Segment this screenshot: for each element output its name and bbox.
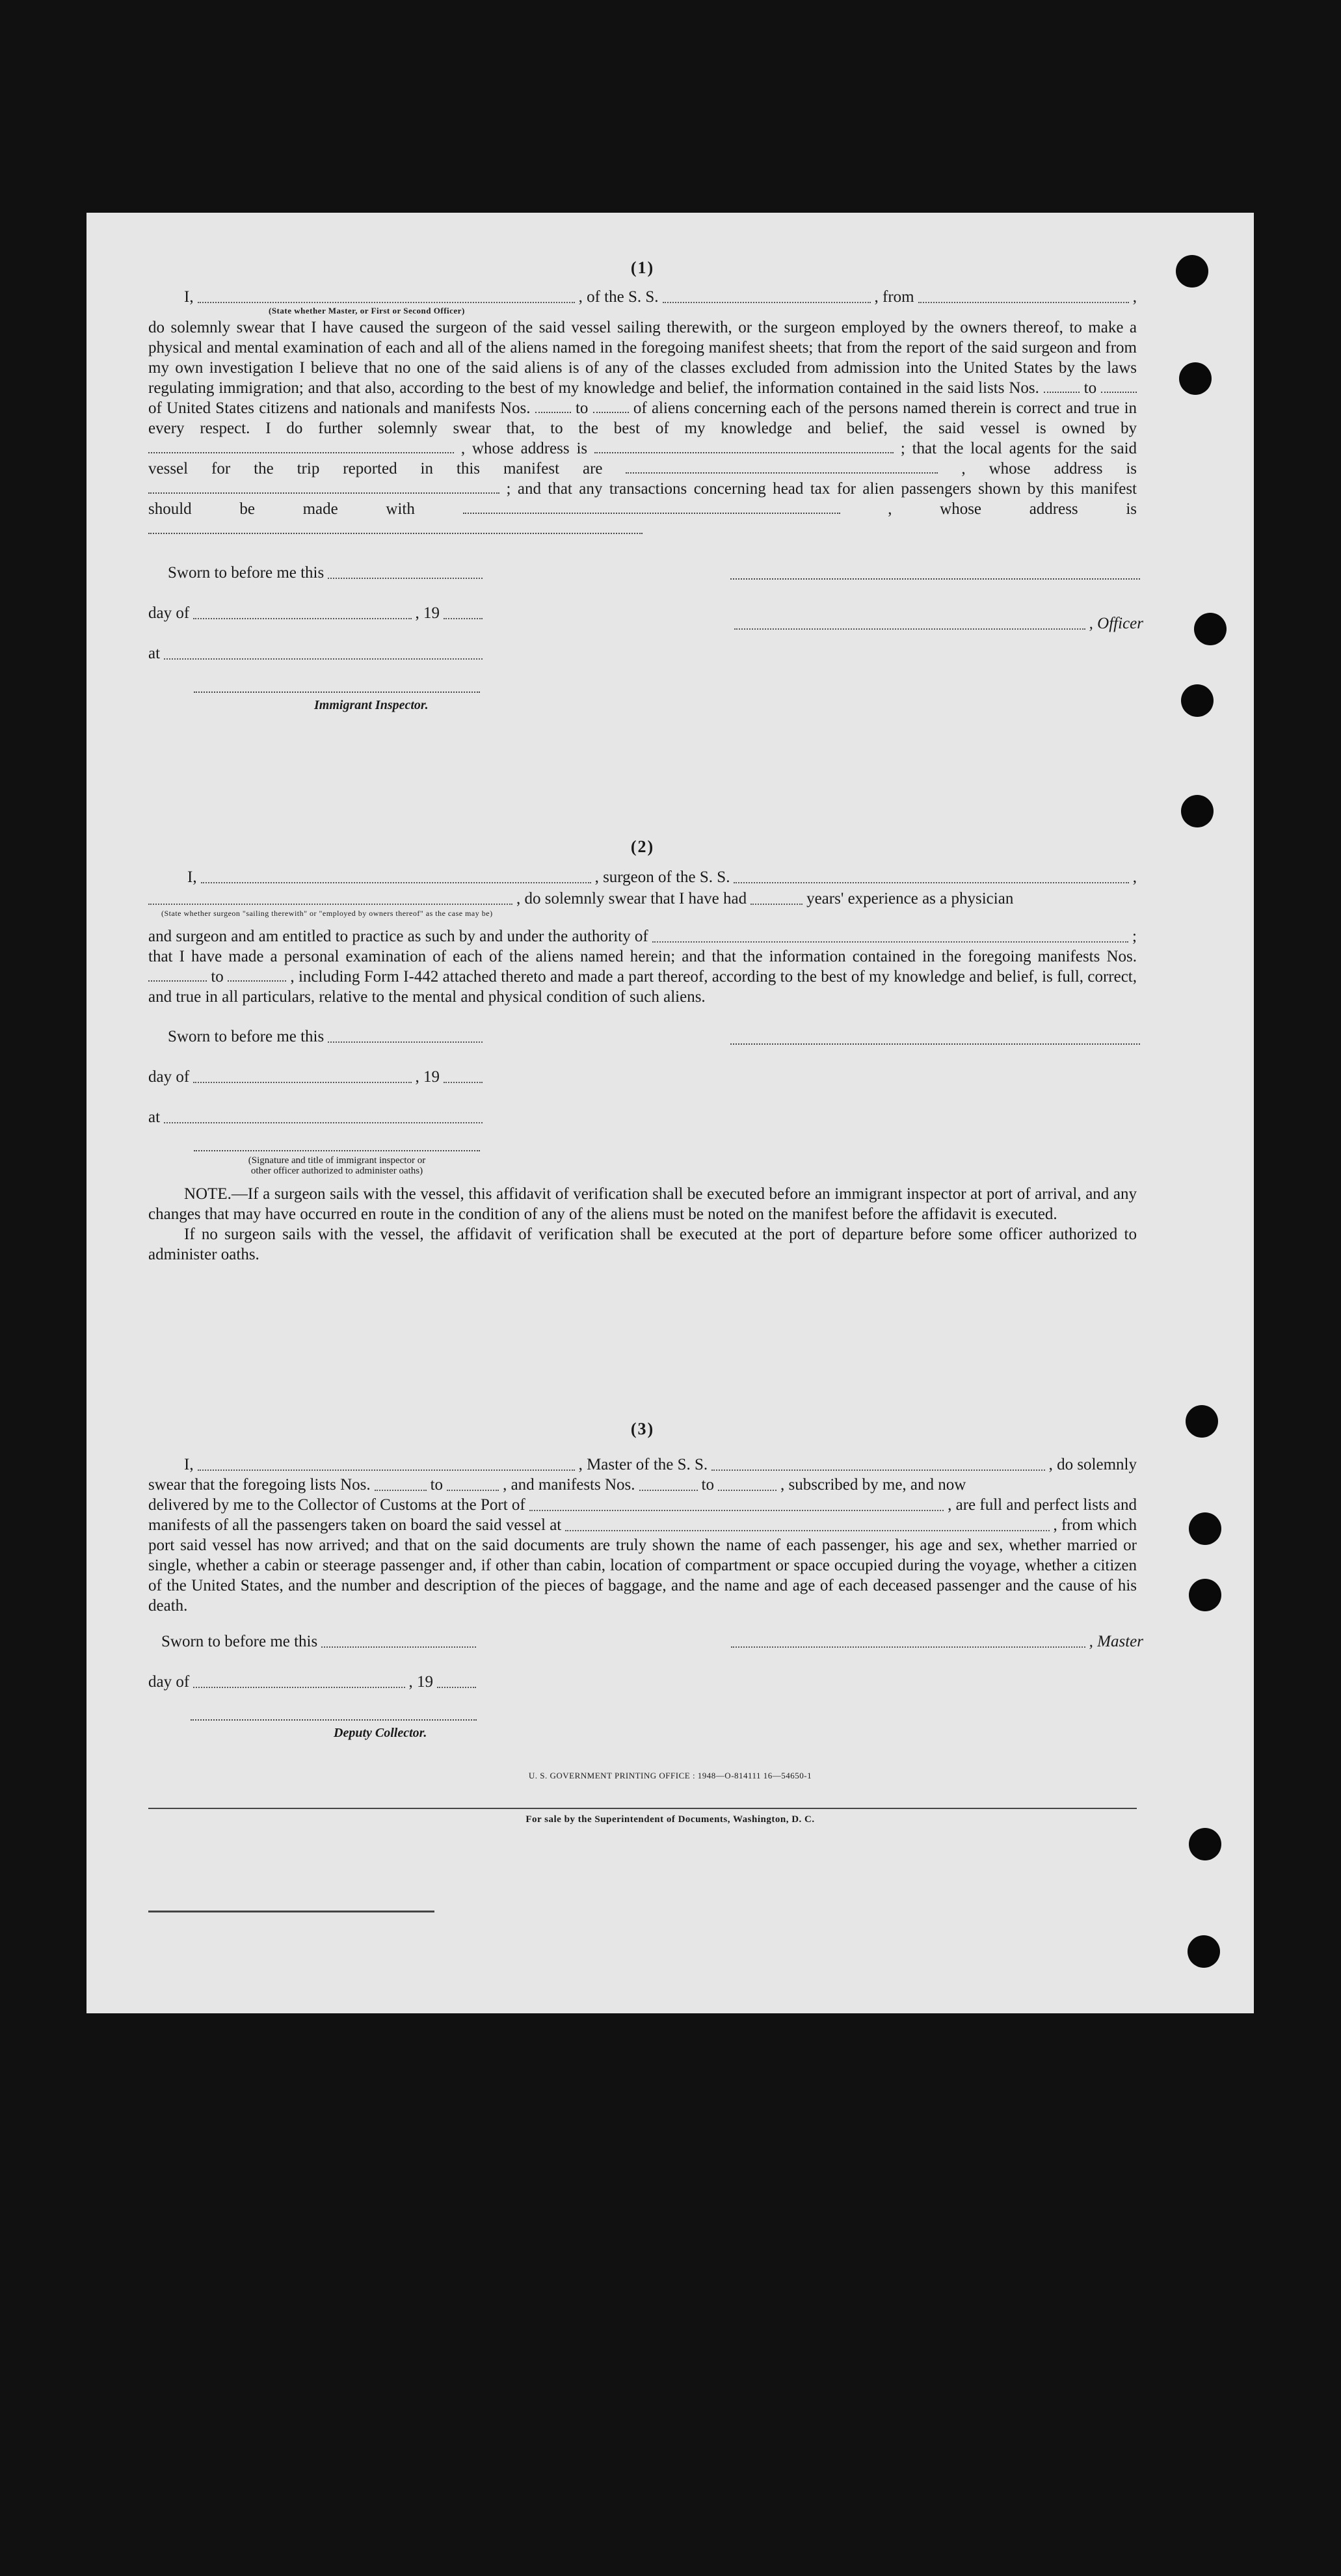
label-lists: swear that the foregoing lists Nos. <box>148 1476 371 1494</box>
section-number: (3) <box>630 1419 655 1438</box>
body-text: do solemnly swear that I have caused the surgeon of the said vessel sailing therewith, or the surgeon employed by the owners thereof, to make a physical and mental examination of each and all of the aliens named in the foregoing manifest sheets; that from the report of the said surgeon and from my own investigation I believe that no one of the said aliens is of any of the classes excluded from admission into the United States by the laws regulating immigration; and that also, according to the best of my knowledge and belief, the information contained in the said lists Nos. <box>148 319 1137 397</box>
note-text: —If a surgeon sails with the vessel, this affidavit of verification shall be executed before an immigrant inspector at port of arrival, and any changes that may have occurred en route in the condition of any of the aliens must be noted on the manifest before the affidavit is executed. <box>148 1185 1137 1223</box>
agents-address-field[interactable] <box>148 492 499 494</box>
years-field[interactable] <box>750 904 803 905</box>
semicolon: ; <box>1132 928 1137 945</box>
place-field[interactable] <box>164 658 483 660</box>
lists-from-field[interactable] <box>375 1490 427 1491</box>
bottom-rule <box>148 1911 434 1912</box>
place-field[interactable] <box>164 1122 483 1123</box>
collector-signature-line[interactable] <box>191 1719 477 1721</box>
label-i: I, <box>184 288 194 306</box>
label-years: years' experience as a physician <box>806 890 1014 907</box>
head-tax-address-field[interactable] <box>148 533 643 534</box>
authority-label: and surgeon and am entitled to practice as such by and under the authority of <box>148 928 648 945</box>
sworn-day-field[interactable] <box>328 1041 483 1043</box>
sworn-day-field[interactable] <box>328 578 483 579</box>
surgeon-signature-line[interactable] <box>730 1043 1140 1045</box>
label-whose-address: whose address is <box>989 460 1137 477</box>
comma: , <box>1132 868 1137 886</box>
head-tax-contact-field[interactable] <box>463 513 840 514</box>
vessel-name-field[interactable] <box>734 882 1128 883</box>
punch-hole <box>1179 362 1212 395</box>
boarding-port-field[interactable] <box>565 1530 1049 1531</box>
label-collector-port: delivered by me to the Collector of Customs at the Port of <box>148 1496 525 1514</box>
signature-caption: (Signature and title of immigrant inspector or <box>248 1155 426 1166</box>
year-field[interactable] <box>437 1687 476 1688</box>
lists-to-field[interactable] <box>1101 392 1137 393</box>
punch-hole <box>1189 1512 1221 1545</box>
vessel-name-field[interactable] <box>711 1469 1044 1471</box>
day-of-label: day of <box>148 1068 190 1086</box>
day-of-label: day of <box>148 604 190 622</box>
inspector-signature-line[interactable] <box>194 691 480 693</box>
lists-from-field[interactable] <box>1044 392 1080 393</box>
manifests-from-field[interactable] <box>148 980 207 982</box>
form-sheet <box>86 213 1254 2013</box>
owner-field[interactable] <box>148 452 454 453</box>
inspector-signature-line[interactable] <box>194 1150 480 1151</box>
surgeon-caption: (State whether surgeon "sailing therewith" or "employed by owners thereof" as the case may be) <box>161 909 493 918</box>
month-field[interactable] <box>193 1082 411 1083</box>
officer-label: , Officer <box>1089 615 1143 632</box>
surgeon-name-field[interactable] <box>201 882 591 883</box>
sworn-day-field[interactable] <box>321 1646 476 1648</box>
year-label: , 19 <box>408 1673 433 1691</box>
printing-office-line: U. S. GOVERNMENT PRINTING OFFICE : 1948—O-814111 16—54650-1 <box>528 1771 812 1780</box>
body-text: , including Form I-442 attached thereto and made a part thereof, according to the best of my knowledge and belief, is full, correct, and true in all particulars, relative to the mental and physical condition of such aliens. <box>148 968 1137 1006</box>
punch-hole <box>1181 795 1214 827</box>
authority-field[interactable] <box>652 941 1128 943</box>
label-master-of: , Master of the S. S. <box>578 1456 708 1473</box>
note-text: If no surgeon sails with the vessel, the affidavit of verification shall be executed at the port of departure before some officer authorized to administer oaths. <box>148 1226 1137 1263</box>
note-label: NOTE. <box>184 1185 232 1203</box>
label-whose-address: , whose address is <box>888 500 1137 518</box>
manifests-from-field[interactable] <box>535 412 571 413</box>
label-perfect-lists: , are full and perfect lists and <box>948 1496 1137 1514</box>
day-of-label: day of <box>148 1673 190 1691</box>
label-to: to <box>575 399 589 417</box>
punch-hole <box>1194 613 1227 645</box>
footer-rule <box>148 1808 1137 1809</box>
affidavit-section-1 <box>148 258 1143 732</box>
collector-caption: Deputy Collector. <box>334 1726 427 1740</box>
manifests-to-field[interactable] <box>593 412 629 413</box>
port-field[interactable] <box>529 1510 944 1511</box>
lists-to-field[interactable] <box>447 1490 499 1491</box>
sale-notice: For sale by the Superintendent of Documents, Washington, D. C. <box>525 1814 815 1825</box>
officer-title-field[interactable] <box>198 302 575 303</box>
punch-hole <box>1176 255 1208 288</box>
semicolon: ; <box>900 440 905 457</box>
body-text: port said vessel has now arrived; and that on the said documents are truly shown the name of each passenger, his age and sex, whether married or single, whether a cabin or steerage passenger and, if other than cabin, location of compartment or space occupied during the voyage, whether a citizen of the United States, and the number and description of the pieces of baggage, and the name and age of each deceased passenger and the cause of his death. <box>148 1536 1137 1615</box>
sworn-label: Sworn to before me this <box>168 564 325 582</box>
punch-hole <box>1186 1405 1218 1438</box>
affidavit-section-2 <box>148 837 1137 1265</box>
master-name-field[interactable] <box>198 1469 575 1471</box>
year-field[interactable] <box>444 618 483 619</box>
label-from-which: , from which <box>1053 1516 1137 1534</box>
body-text: of aliens concerning each of the persons named therein is correct and true in every respect. I do further solemnly swear that, to the best of my knowledge and belief, the said vessel is owned by <box>148 399 1137 437</box>
punch-hole <box>1189 1579 1221 1611</box>
manifests-from-field[interactable] <box>639 1490 698 1491</box>
body-text: of United States citizens and nationals and manifests Nos. <box>148 399 531 417</box>
manifests-to-field[interactable] <box>718 1490 777 1491</box>
label-i: I, <box>187 868 197 886</box>
inspector-caption: Immigrant Inspector. <box>314 698 429 712</box>
year-label: , 19 <box>415 1068 440 1086</box>
officer-signature-top-line[interactable] <box>730 578 1140 580</box>
comma: , <box>1132 288 1137 306</box>
month-field[interactable] <box>193 1687 405 1688</box>
master-signature-field[interactable] <box>731 1646 1085 1648</box>
comma: , <box>961 460 966 477</box>
section-number: (2) <box>630 837 655 856</box>
surgeon-status-field[interactable] <box>148 904 512 905</box>
year-label: , 19 <box>415 604 440 622</box>
label-whose-address: , whose address is <box>460 440 588 457</box>
punch-hole <box>1181 684 1214 717</box>
agents-field[interactable] <box>626 472 938 474</box>
affidavit-section-3 <box>148 1419 1143 1755</box>
label-to: to <box>211 968 224 986</box>
label-from: , from <box>874 288 914 306</box>
year-field[interactable] <box>444 1082 483 1083</box>
officer-signature-field[interactable] <box>734 628 1085 630</box>
label-taken-on-board: manifests of all the passengers taken on board the said vessel at <box>148 1516 562 1534</box>
label-of-ss: , of the S. S. <box>578 288 659 306</box>
label-subscribed: , subscribed by me, and now <box>780 1476 966 1494</box>
label-manifests: , and manifests Nos. <box>503 1476 635 1494</box>
sworn-label: Sworn to before me this <box>161 1633 318 1650</box>
master-label: , Master <box>1089 1633 1143 1650</box>
label-surgeon-of: , surgeon of the S. S. <box>594 868 730 886</box>
punch-hole <box>1188 1935 1220 1968</box>
at-label: at <box>148 645 161 662</box>
punch-hole <box>1189 1828 1221 1860</box>
from-port-field[interactable] <box>918 302 1129 303</box>
sworn-label: Sworn to before me this <box>168 1028 325 1045</box>
label-do-solemnly: , do solemnly <box>1048 1456 1137 1473</box>
owner-address-field[interactable] <box>594 452 894 453</box>
label-swear: , do solemnly swear that I have had <box>516 890 747 907</box>
month-field[interactable] <box>193 618 411 619</box>
label-to: to <box>430 1476 444 1494</box>
officer-caption: (State whether Master, or First or Second Officer) <box>269 306 465 315</box>
at-label: at <box>148 1108 161 1126</box>
manifests-to-field[interactable] <box>228 980 286 982</box>
label-i: I, <box>184 1456 194 1473</box>
label-to: to <box>701 1476 714 1494</box>
label-to: to <box>1083 379 1097 397</box>
body-text: ; and that any transactions concerning head tax for alien passengers shown by this manifest should be made with <box>148 480 1137 518</box>
body-text: that the local agents for the said vessel for the trip reported in this manifest are <box>148 440 1137 477</box>
signature-caption: other officer authorized to administer oaths) <box>250 1166 423 1176</box>
section-number: (1) <box>630 258 655 277</box>
vessel-name-field[interactable] <box>663 302 871 303</box>
body-text: that I have made a personal examination of each of the aliens named herein; and that the information contained in the foregoing manifests Nos. <box>148 948 1137 965</box>
